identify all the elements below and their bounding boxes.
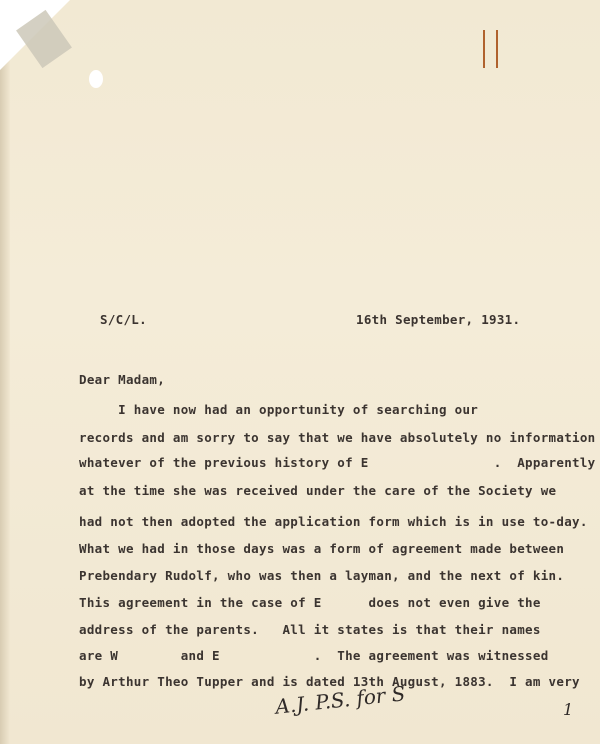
body-line: whatever of the previous history of E . Apparently	[79, 455, 596, 470]
punch-hole	[89, 70, 103, 88]
body-line: records and am sorry to say that we have absolutely no information	[79, 430, 596, 445]
salutation: Dear Madam,	[79, 372, 166, 387]
staple-mark	[496, 30, 498, 68]
body-line: are W and E . The agreement was witnessed	[79, 648, 549, 663]
body-line: This agreement in the case of E does not even give the	[79, 595, 541, 610]
body-line: by Arthur Theo Tupper and is dated 13th August, 1883. I am very	[79, 674, 580, 689]
body-line: address of the parents. All it states is that their names	[79, 622, 541, 637]
staple-mark	[483, 30, 485, 68]
body-line: Prebendary Rudolf, who was then a layman, and the next of kin.	[79, 568, 565, 583]
body-line: at the time she was received under the care of the Society we	[79, 483, 557, 498]
body-line: I have now had an opportunity of searching our	[79, 402, 479, 417]
letter-date: 16th September, 1931.	[356, 312, 521, 327]
handwritten-initials: A.J. P.S. for S	[274, 681, 407, 719]
page-number: 1	[563, 700, 574, 719]
body-line: What we had in those days was a form of agreement made between	[79, 541, 565, 556]
page-edge-shadow	[0, 0, 10, 744]
reference-code: S/C/L.	[100, 312, 147, 327]
body-line: had not then adopted the application form which is in use to-day.	[79, 514, 588, 529]
